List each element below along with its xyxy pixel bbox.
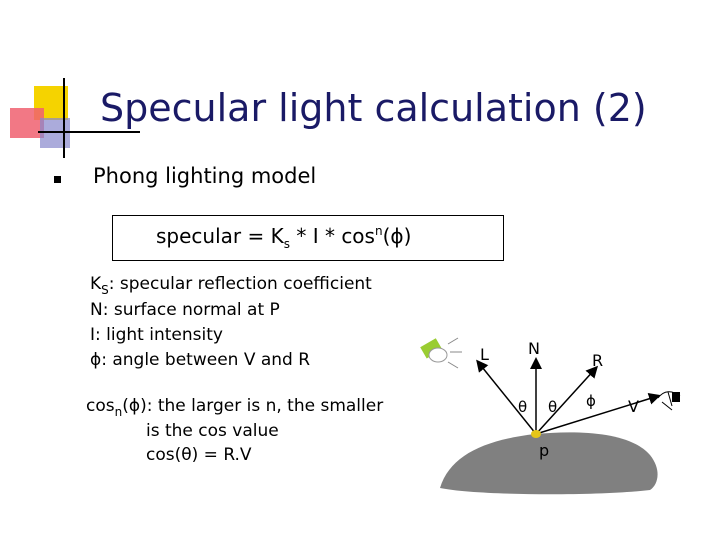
formula-lhs: specular = K xyxy=(156,224,284,248)
eye-icon xyxy=(658,392,680,410)
label-n: N xyxy=(528,339,540,358)
label-theta-2: θ xyxy=(548,398,558,416)
formula-rhs: (ϕ) xyxy=(382,224,412,248)
formula-middle: * I * cos xyxy=(289,224,375,248)
cos-note xyxy=(86,394,383,467)
bullet-marker xyxy=(54,176,61,183)
light-vector xyxy=(478,362,536,434)
def-n: N: surface normal at P xyxy=(90,300,280,320)
cos-note-line2: is the cos value xyxy=(146,421,279,441)
cos-note-line3: cos(θ) = R.V xyxy=(146,445,252,465)
def-ks-rest: : specular reflection coefficient xyxy=(108,274,372,294)
decorative-squares xyxy=(0,0,140,170)
def-i: I: light intensity xyxy=(90,325,223,345)
def-ks-sub: S xyxy=(101,283,109,297)
definitions xyxy=(90,272,372,373)
def-phi: ϕ: angle between V and R xyxy=(90,350,311,370)
formula-n-sup: n xyxy=(374,224,383,238)
cos-note-rest: (ϕ): the larger is n, the smaller xyxy=(122,396,384,416)
light-bulb-icon xyxy=(420,338,462,368)
def-ks-k: K xyxy=(90,274,102,294)
cos-note-n-sub: n xyxy=(114,405,123,419)
formula xyxy=(156,224,412,251)
bullet-text: Phong lighting model xyxy=(93,164,317,188)
reflection-diagram xyxy=(400,320,700,500)
formula-k-sub: s xyxy=(283,237,290,251)
label-phi: ϕ xyxy=(586,392,596,410)
label-theta-1: θ xyxy=(518,398,528,416)
cos-note-line1 xyxy=(86,394,383,419)
cos-note-cos: cos xyxy=(86,396,115,416)
slide-title: Specular light calculation (2) xyxy=(100,86,647,130)
label-p: p xyxy=(539,441,550,460)
label-l: L xyxy=(480,345,489,364)
point-p xyxy=(531,430,541,438)
label-v: V xyxy=(628,397,639,416)
def-ks xyxy=(90,272,372,298)
label-r: R xyxy=(592,351,604,370)
